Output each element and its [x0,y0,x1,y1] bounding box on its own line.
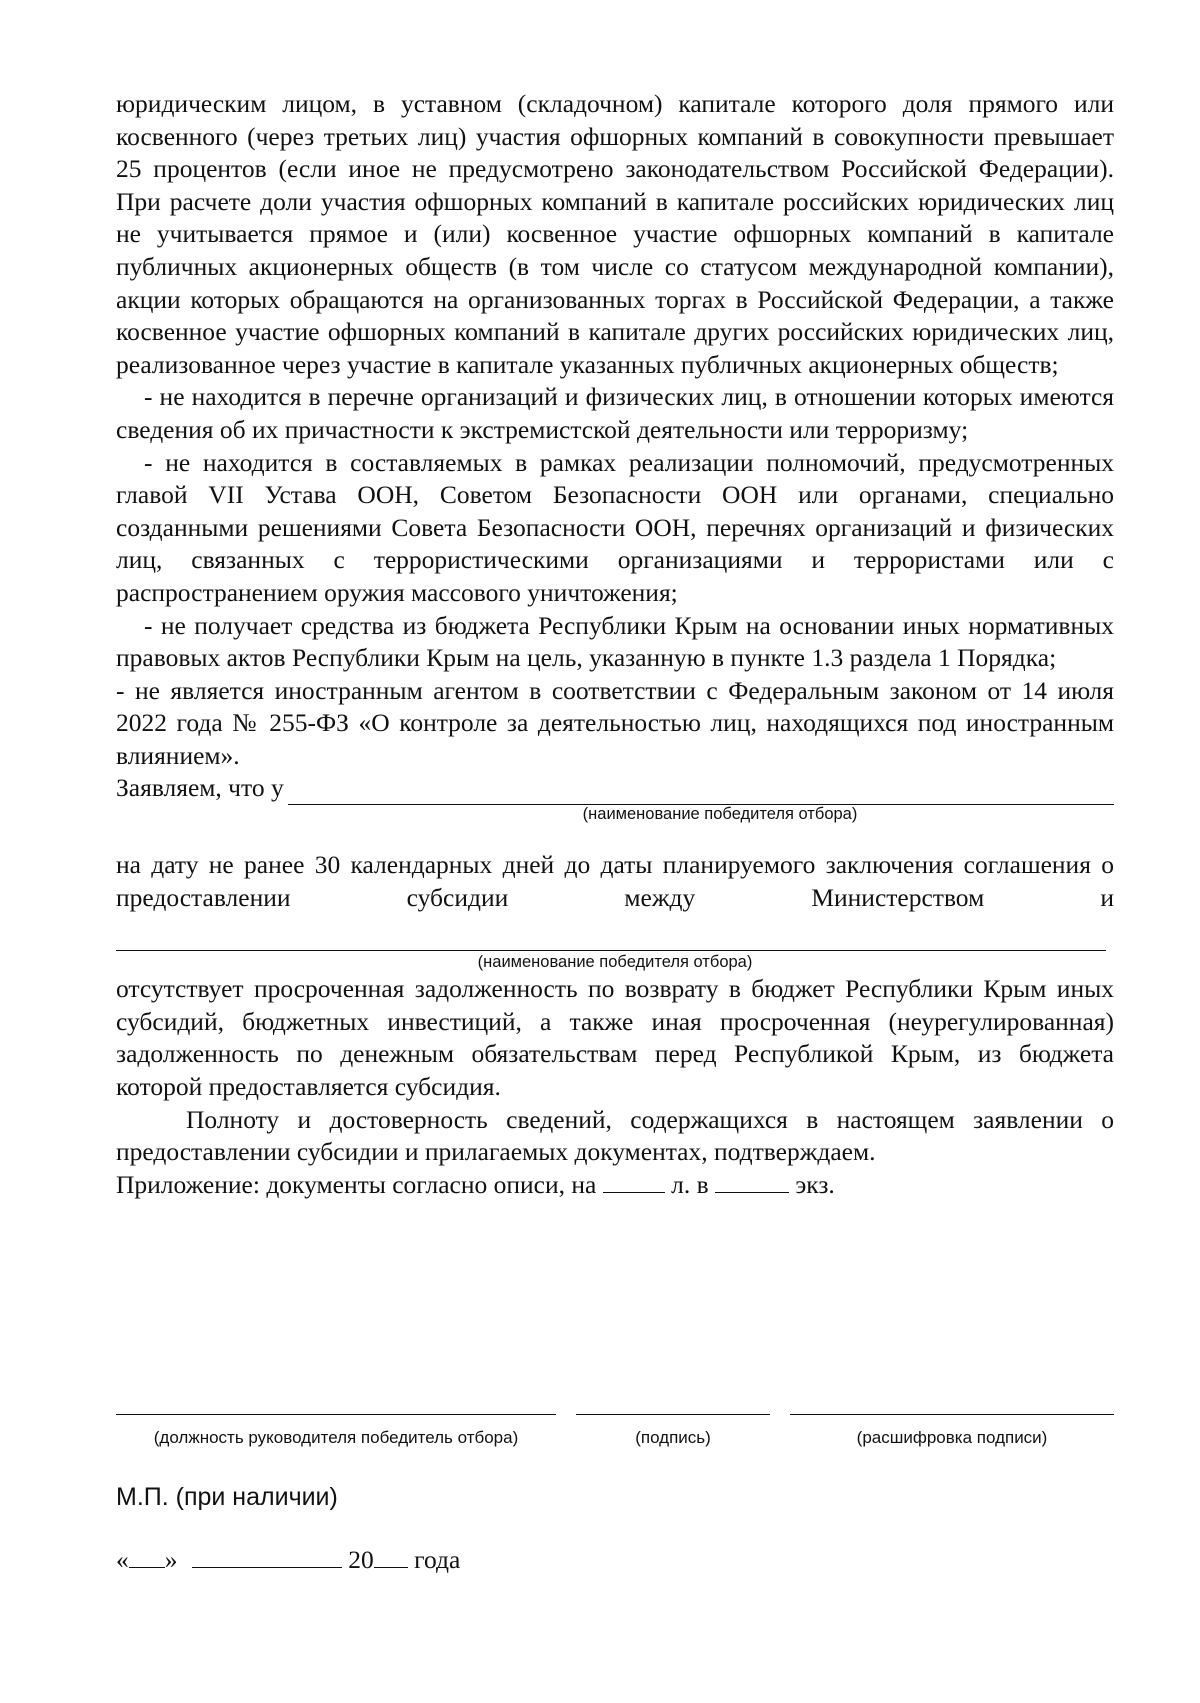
signature-field[interactable] [576,1414,770,1415]
paragraph-offshore: юридическим лицом, в уставном (складочном) капитале которого доля прямого или косвенного (через третьих лиц) участия офшорных компаний в совокупности превышает 25 процентов (если иное не предусмотрено законодательством Российской Федерации). При расчете доли участия офшорных компаний в капитале российских юридических лиц не учитывается прямое и (или) косвенное участие офшорных компаний в капитале публичных акционерных обществ (в том числе со статусом международной компании), акции которых обращаются на организованных торгах в Российской Федерации, а также косвенное участие офшорных компаний в капитале других российских юридических лиц, реализованное через участие в капитале указанных публичных акционерных обществ; [116,89,1114,379]
document-body [116,88,1114,1201]
paragraph-budget: - не получает средства из бюджета Республики Крым на основании иных нормативных правовых актов Республики Крым на цель, указанную в пункте 1.3 раздела 1 Порядка; [116,610,1114,673]
declare-label: Заявляем, что у [116,773,284,803]
copies-label: экз. [795,1169,835,1199]
attachment-row [116,1169,1114,1202]
day-field[interactable] [129,1549,165,1568]
stamp-label: М.П. (при наличии) [116,1483,338,1511]
month-field[interactable] [192,1549,342,1568]
winner-name-caption-2: (наименование победителя отбора) [477,953,753,972]
date-row [116,1545,460,1575]
attachment-prefix: Приложение: документы согласно описи, на [116,1169,597,1199]
paragraph-un-sanctions: - не находится в составляемых в рамках реализации полномочий, предусмотренных главой VII Устава ООН, Советом Безопасности ООН или органами, специально созданными решениями Совета Безопасности ООН, перечнях организаций и физических лиц, связанных с террористическими организациями и террористами или с распространением оружия массового уничтожения; [116,447,1114,607]
position-field[interactable] [116,1414,556,1415]
winner-name-field-2[interactable] [116,914,1106,951]
paragraph-confirmation: Полноту и достоверность сведений, содержащихся в настоящем заявлении о предоставлении субсидии и прилагаемых документах, подтверждаем. [116,1104,1114,1167]
signature-caption: (подпись) [635,1428,711,1447]
signature-block [116,1414,1114,1484]
paragraph-date-condition: на дату не ранее 30 календарных дней до даты планируемого заключения соглашения о предоставлении субсидии между Министерством и [116,850,1114,912]
year-field[interactable] [374,1549,408,1568]
winner-name-caption-1: (наименование победителя отбора) [582,805,858,824]
sheets-count-field[interactable] [603,1172,665,1193]
winner-name-field-1[interactable] [288,780,1114,805]
sheets-label: л. в [671,1169,709,1199]
paragraph-extremism: - не находится в перечне организаций и физических лиц, в отношении которых имеются сведения об их причастности к экстремистской деятельности или терроризму; [116,382,1114,444]
date-century: 20 [348,1545,374,1574]
copies-count-field[interactable] [715,1172,789,1193]
paragraph-foreign-agent: - не является иностранным агентом в соответствии с Федеральным законом от 14 июля 2022 года № 255-ФЗ «О контроле за деятельностью лиц, находящихся под иностранным влиянием». [116,675,1114,770]
spacer [116,825,1114,849]
position-caption: (должность руководителя победитель отбора) [153,1428,519,1447]
paragraph-no-debt: отсутствует просроченная задолженность по возврату в бюджет Республики Крым иных субсидий, бюджетных инвестиций, а также иная просроченная (неурегулированная) задолженность по денежным обязательствам перед Республикой Крым, из бюджета которой предоставляется субсидия. [116,974,1114,1102]
year-label: года [414,1545,461,1574]
date-close-quote: » [164,1545,178,1574]
signature-decoding-field[interactable] [790,1414,1114,1415]
date-open-quote: « [116,1545,129,1574]
decoding-caption: (расшифровка подписи) [856,1428,1048,1447]
declare-row [116,772,1114,805]
